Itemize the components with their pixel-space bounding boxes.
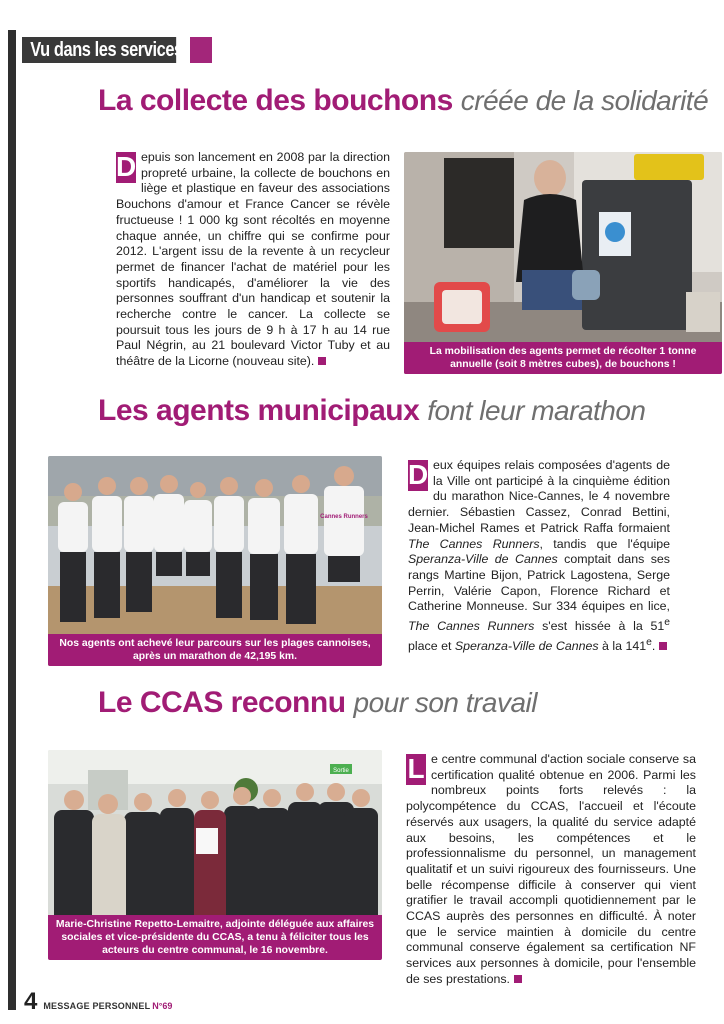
article-3-photo-caption: Marie-Christine Repetto-Lemaitre, adjointe déléguée aux affaires sociales et vice-présidente du CCAS, a tenu à féliciter tous les acteurs du centre communal, le 16 novembre.	[48, 915, 382, 960]
article-3-subtitle: pour son travail	[353, 687, 537, 718]
team-shirt-print: Cannes Runners	[320, 514, 368, 520]
article-3-text: e centre communal d'action sociale conserve sa certification qualité obtenue en 2006. Parmi les nombreux points forts relevés : la polycompétence du CCAS, l'accueil et l'écoute réservés aux usagers, la qualité du service adapté aux besoins, les compétences et le professionnalisme du personnel, un management qualitatif et un suivi rigoureux des fournisseurs. Une belle récompense difficile à conserver qui vient gratifier le travail accompli quotidiennement par le CCAS auprès des personnes en difficulté. À noter que le service maintien à domicile du centre communal conserve également sa certification NF services aux personnes à domicile, pour l'ensemble de ses prestations.	[406, 752, 696, 986]
bottle-caps-collector-photo	[404, 152, 722, 374]
ordinal-suffix: e	[664, 617, 670, 629]
exit-sign-text: Sortie	[333, 768, 349, 774]
article-2-headline	[98, 394, 646, 428]
article-1-body	[116, 150, 390, 370]
article-2-text-part: eux équipes relais composées d'agents de la Ville ont participé à la cinquième édition du marathon Nice-Cannes, le 4 novembre dernier. Sébastien Cassez, Conrad Bettini, Jean-Michel Rames et Patrick Raffa formaient	[408, 458, 670, 535]
section-tag-accent	[190, 37, 212, 63]
section-tag-label: Vu dans les services	[22, 37, 176, 63]
article-1-headline	[98, 84, 708, 118]
article-1-end-mark	[318, 357, 326, 365]
article-3-photo	[48, 750, 382, 960]
team-name-speranza: Speranza-Ville de Cannes	[408, 552, 558, 567]
article-2-title: Les agents municipaux	[98, 394, 420, 427]
article-2-text-part: place et	[408, 638, 455, 653]
article-2-text-part: .	[651, 638, 656, 653]
article-2-photo-caption: Nos agents ont achevé leur parcours sur les plages cannoises, après un marathon de 42,195 km.	[48, 634, 382, 666]
page-footer	[24, 988, 172, 1016]
team-name-speranza: Speranza-Ville de Cannes	[454, 638, 599, 653]
team-name-cannes-runners: The Cannes Runners	[408, 536, 540, 551]
article-2-photo	[48, 456, 382, 666]
article-2-text-part: s'est hissée à la 51	[534, 619, 665, 634]
article-2-subtitle: font leur marathon	[427, 395, 646, 426]
team-name-cannes-runners: The Cannes Runners	[408, 619, 535, 634]
article-2-end-mark	[659, 642, 667, 650]
article-1-photo-caption: La mobilisation des agents permet de récolter 1 tonne annuelle (soit 8 mètres cubes), de bouchons !	[404, 342, 722, 374]
article-1-subtitle: créée de la solidarité	[460, 85, 709, 116]
article-1-title: La collecte des bouchons	[98, 84, 453, 117]
section-tag	[22, 37, 212, 63]
magazine-issue: N°69	[152, 1001, 173, 1011]
article-2-body	[408, 458, 670, 655]
article-3-end-mark	[514, 975, 522, 983]
article-1-text: epuis son lancement en 2008 par la direction propreté urbaine, la collecte de bouchons en liège et plastique en faveur des associations Bouchons d'amour et France Cancer se révèle fructueuse ! 1 000 kg sont récoltés en moyenne chaque année, un chiffre qui se confirme pour 2012. L'argent issu de la revente à un recycleur permet de financer l'achat de matériel pour les sportifs handicapés, d'améliorer la vie des personnes souffrant d'un handicap et soutenir la recherche contre le cancer. La collecte se poursuit tous les jours de 9 h à 17 h au 14 rue Paul Négrin, au 21 boulevard Victor Tuby et au théâtre de la Licorne (nouveau site).	[116, 150, 390, 369]
magazine-name: MESSAGE PERSONNEL	[43, 1001, 151, 1011]
article-2-text-part: , tandis que l'équipe	[539, 536, 670, 551]
left-margin-bar	[8, 30, 16, 1010]
article-1-dropcap: D	[116, 151, 137, 182]
article-3-headline	[98, 686, 537, 720]
article-1-photo	[404, 152, 722, 374]
article-3-dropcap: L	[407, 753, 425, 784]
ordinal-suffix: e	[646, 636, 652, 648]
article-3-body	[406, 752, 696, 988]
article-3-title: Le CCAS reconnu	[98, 686, 346, 719]
article-2-dropcap: D	[408, 459, 429, 490]
article-2-text-part: à la 141	[598, 638, 647, 653]
page-number: 4	[24, 988, 38, 1015]
article-2-text-part: comptait dans ses rangs Martine Bijon, Patrick Lagostena, Serge Perrin, Valérie Capon, Florence Richard et Catherine Monneuse. Sur 334 équipes en lice,	[408, 552, 670, 614]
